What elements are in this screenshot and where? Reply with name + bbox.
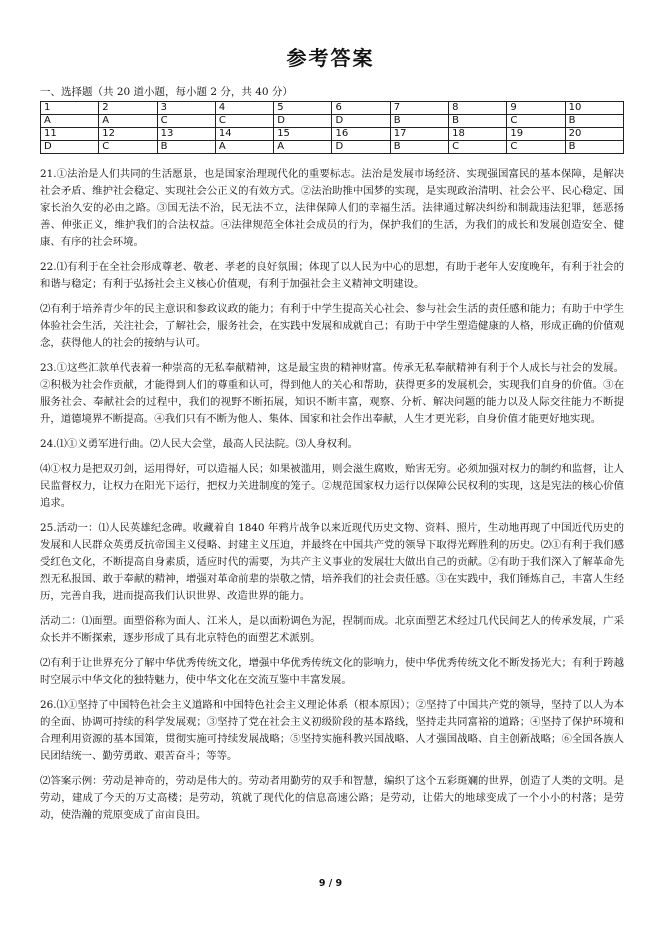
table-cell: D <box>41 141 99 154</box>
table-row <box>41 102 624 115</box>
table-cell: 17 <box>390 128 448 141</box>
answer-paragraph: 24.⑴①义勇军进行曲。⑵人民大会堂，最高人民法院。⑶人身权利。 <box>40 438 358 450</box>
page-number: 9 / 9 <box>318 878 343 889</box>
page-title: 参考答案 <box>286 46 375 70</box>
table-cell: 13 <box>157 128 215 141</box>
section-heading: 一、选择题（共 20 道小题，每小题 2 分，共 40 分） <box>40 86 293 98</box>
table-row <box>41 115 624 128</box>
table-cell: 7 <box>390 102 448 115</box>
table-cell: C <box>99 141 157 154</box>
table-cell: A <box>99 115 157 128</box>
table-cell: C <box>215 115 273 128</box>
table-cell: A <box>274 141 332 154</box>
table-cell: B <box>565 115 623 128</box>
table-cell: 10 <box>565 102 623 115</box>
answer-content <box>40 166 624 824</box>
table-row <box>41 141 624 154</box>
table-cell: 15 <box>274 128 332 141</box>
table-cell: 11 <box>41 128 99 141</box>
table-cell: B <box>449 115 507 128</box>
table-cell: 16 <box>332 128 390 141</box>
table-cell: A <box>41 115 99 128</box>
table-cell: 1 <box>41 102 99 115</box>
table-row <box>41 128 624 141</box>
table-cell: C <box>507 141 565 154</box>
answer-paragraph: ⑵答案示例：劳动是神奇的，劳动是伟大的。劳动者用勤劳的双手和智慧，编织了这个五彩斑斓的世界，创造了人类的文明。是劳动，建成了今天的万丈高楼；是劳动，筑就了现代化的信息高速公路；是劳动，让偌大的地球变成了一个小小的村落；是劳动，使浩瀚的荒原变成了亩亩良田。 <box>40 775 624 821</box>
table-cell: 20 <box>565 128 623 141</box>
answer-paragraph: 21.①法治是人们共同的生活愿景，也是国家治理现代化的重要标志。法治是发展市场经济、实现强国富民的基本保障，是解决社会矛盾、维护社会稳定、实现社会公正义的有效方式。②法治助推中国梦的实现，是实现政治清明、社会公平、民心稳定、国家长治久安的必由之路。③国无法不治，民无法不立，法律保障人们的幸福生活。法律通过解决纠纷和制裁违法犯罪，惩恶扬善、伸张正义，维护我们的合法权益。④法律规范全体社会成员的行为，保护我们的生活，为我们的成长和发展创造安全、健康、有序的社会环境。 <box>40 168 624 248</box>
table-cell: 18 <box>449 128 507 141</box>
table-cell: C <box>157 115 215 128</box>
answer-paragraph: 22.⑴有利于在全社会形成尊老、敬老、孝老的良好氛围；体现了以人民为中心的思想，有助于老年人安度晚年，有利于社会的和谐与稳定；有利于弘扬社会主义核心价值观，有利于加强社会主义精神文明建设。 <box>40 261 624 290</box>
table-cell: 9 <box>507 102 565 115</box>
table-cell: 3 <box>157 102 215 115</box>
table-cell: D <box>274 115 332 128</box>
answer-paragraph: 23.①这些汇款单代表着一种崇高的无私奉献精神，这是最宝贵的精神财富。传承无私奉献精神有利于个人成长与社会的发展。②积极为社会作贡献，才能得到人们的尊重和认可，得到他人的关心和帮助，获得更多的发展机会，实现我们自身的价值。③在服务社会、奉献社会的过程中，我们的视野不断拓展，知识不断丰富，观察、分析、解决问题的能力以及人际交往能力不断提升，道德境界不断提高。④我们只有不断为他人、集体、国家和社会作出奉献，人生才更光彩，自身价值才能更好地实现。 <box>40 362 624 425</box>
answer-paragraph: 活动二：⑴面塑。面塑俗称为面人、江米人，是以面粉调色为泥，捏制而成。北京面塑艺术经过几代民间艺人的传承发展，广采众长并不断探索，逐步形成了具有北京特色的面塑艺术派别。 <box>40 615 624 644</box>
answer-table <box>40 101 624 154</box>
answer-paragraph: 25.活动一：⑴人民英雄纪念碑。收藏着自 1840 年鸦片战争以来近现代历史文物、资料、照片，生动地再现了中国近代历史的发展和人民群众英勇反抗帝国主义侵略、封建主义压迫，并最终在中国共产党的领导下取得光辉胜利的历史。⑵①有利于我们感受红色文化，不断提高自身素质，适应时代的需要，为共产主义事业的发展壮大做出自己的贡献。②有助于我们深入了解革命先烈无私报国、敢于奉献的精神，增强对革命前辈的崇敬之情，培养我们的社会责任感。③在实践中，我们锤炼自己，丰富人生经历，完善自我，进而提高我们认识世界、改造世界的能力。 <box>40 522 624 602</box>
table-cell: 8 <box>449 102 507 115</box>
table-cell: 14 <box>215 128 273 141</box>
table-cell: B <box>565 141 623 154</box>
table-cell: 5 <box>274 102 332 115</box>
table-cell: A <box>215 141 273 154</box>
answer-paragraph: ⑵有利于让世界充分了解中华优秀传统文化，增强中华优秀传统文化的影响力，使中华优秀传统文化不断发扬光大；有利于跨越时空展示中华文化的独特魅力，使中华文化在交流互鉴中丰富发展。 <box>40 657 624 686</box>
table-cell: D <box>332 115 390 128</box>
table-cell: C <box>449 141 507 154</box>
table-cell: 12 <box>99 128 157 141</box>
answer-paragraph: 26.⑴①坚持了中国特色社会主义道路和中国特色社会主义理论体系（根本原因）；②坚持了中国共产党的领导，坚持了以人为本的全面、协调可持续的科学发展观；③坚持了党在社会主义初级阶段的基本路线，坚持走共同富裕的道路；④坚持了保护环境和合理利用资源的基本国策，贯彻实施可持续发展战略；⑤坚持实施科教兴国战略、人才强国战略、自主创新战略；⑥全国各族人民团结统一、勤劳勇敢、艰苦奋斗；等等。 <box>40 699 624 762</box>
table-cell: B <box>390 115 448 128</box>
table-cell: 2 <box>99 102 157 115</box>
table-cell: 4 <box>215 102 273 115</box>
table-cell: C <box>507 115 565 128</box>
table-cell: B <box>157 141 215 154</box>
table-cell: 19 <box>507 128 565 141</box>
answer-paragraph: ⑵有利于培养青少年的民主意识和参政议政的能力；有利于中学生提高关心社会、参与社会生活的责任感和能力；有助于中学生体验社会生活，关注社会，了解社会，服务社会，在实践中发展和成就自己；有助于中学生塑造健康的人格，形成正确的价值观念，获得他人的社会的接纳与认可。 <box>40 303 624 349</box>
table-cell: 6 <box>332 102 390 115</box>
answer-paragraph: ⑷①权力是把双刃剑，运用得好，可以造福人民；如果被滥用，则会滋生腐败，贻害无穷。必须加强对权力的制约和监督，让人民监督权力，让权力在阳光下运行，把权力关进制度的笼子。②规范国家权力运行以保障公民权利的实现，这是宪法的核心价值追求。 <box>40 463 624 509</box>
table-cell: D <box>332 141 390 154</box>
table-cell: B <box>390 141 448 154</box>
